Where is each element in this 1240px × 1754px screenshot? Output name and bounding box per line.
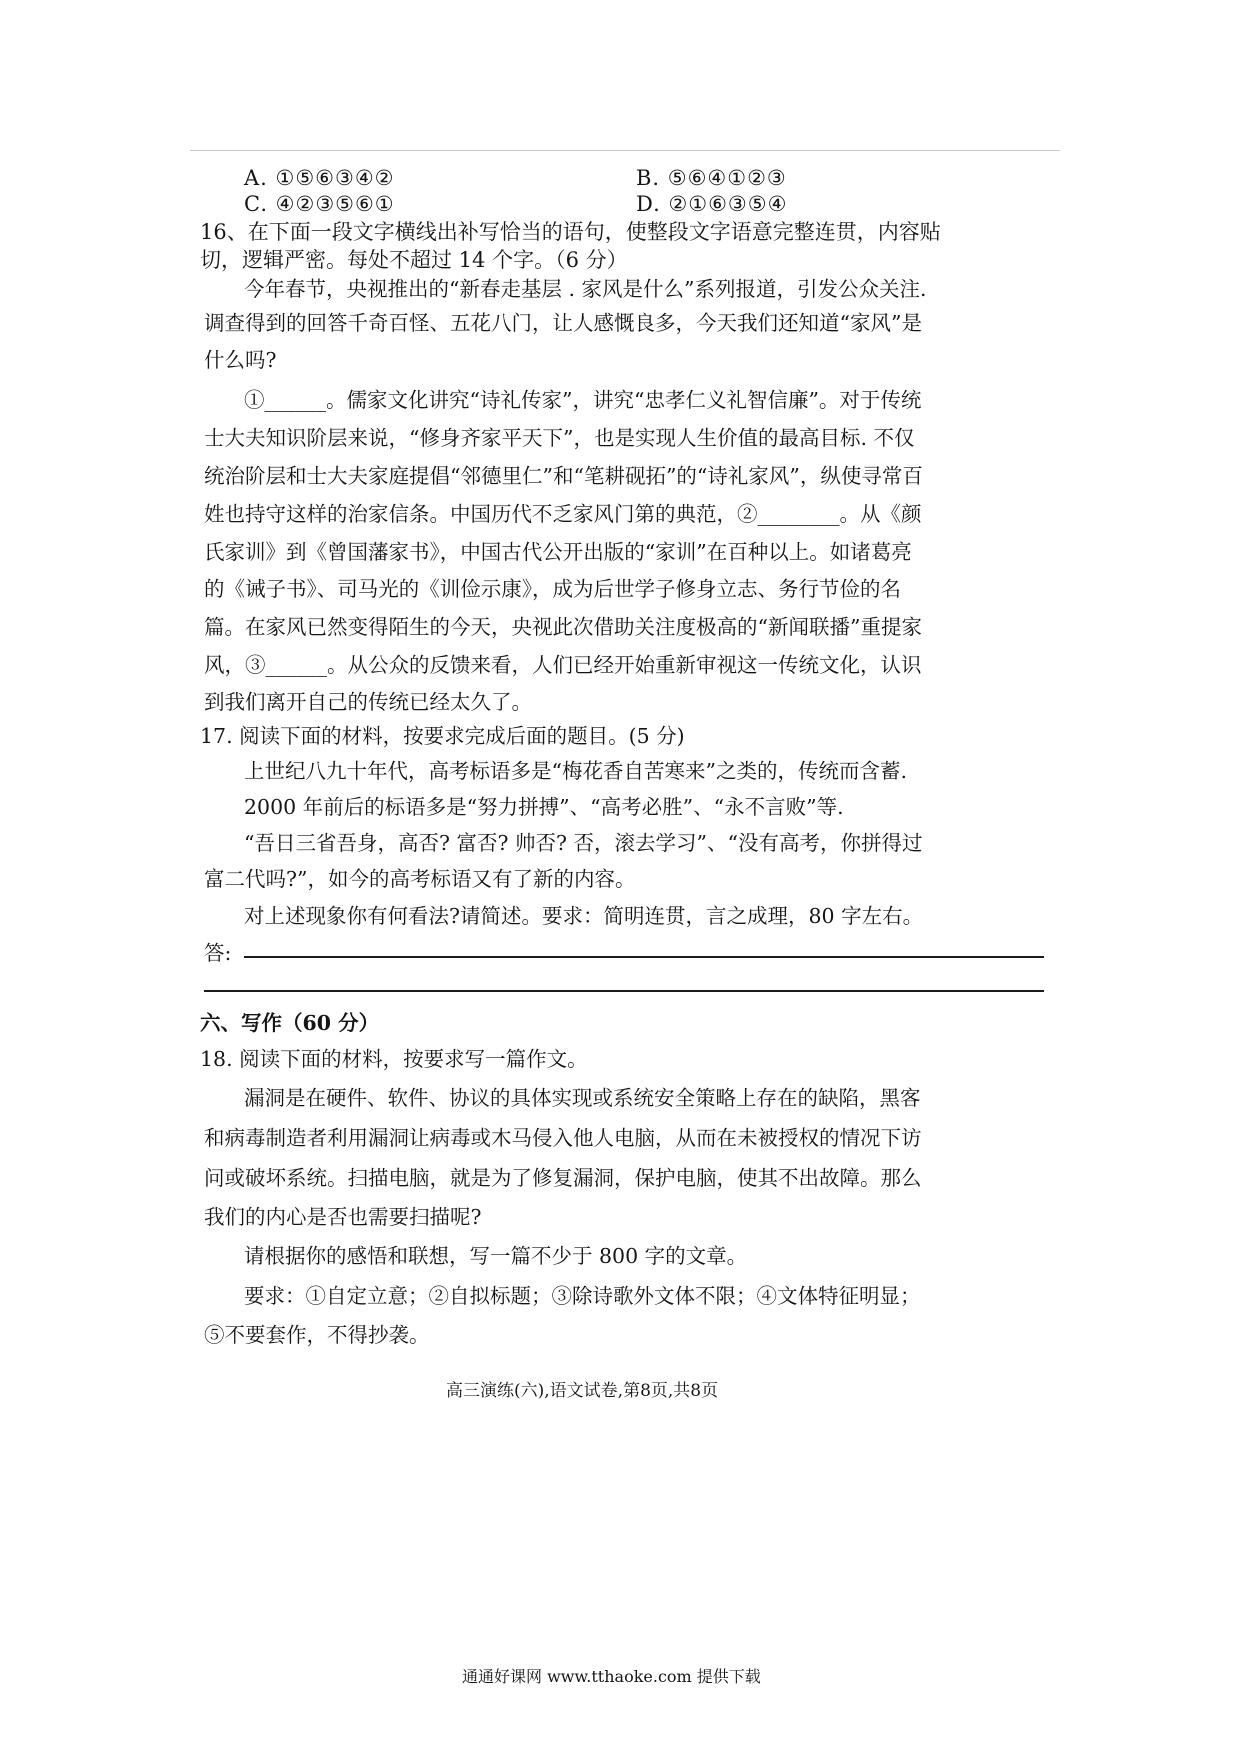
section-title: 六、写作（60 分） bbox=[200, 1011, 380, 1035]
q17-text-line: “吾日三省吾身，高否? 富否? 帅否? 否，滚去学习”、“没有高考，你拼得过 bbox=[244, 831, 923, 855]
q17-stem: 17. 阅读下面的材料，按要求完成后面的题目。(5 分) bbox=[200, 724, 685, 748]
q16-text-line: 篇。在家风已然变得陌生的今天，央视此次借助关注度极高的“新闻联播”重提家 bbox=[204, 615, 922, 639]
site-credit: 通通好课网 www.tthaoke.com 提供下载 bbox=[462, 1667, 761, 1686]
top-divider bbox=[190, 150, 1060, 151]
option-d: D. ②①⑥③⑤④ bbox=[636, 192, 788, 216]
q16-stem-line1: 16、在下面一段文字横线出补写恰当的语句，使整段文字语意完整连贯，内容贴 bbox=[200, 220, 941, 244]
q18-requirements: 要求：①自定立意；②自拟标题；③除诗歌外文体不限；④文体特征明显； bbox=[244, 1284, 921, 1308]
q18-text-line: 问或破坏系统。扫描电脑，就是为了修复漏洞，保护电脑，使其不出故障。那么 bbox=[204, 1166, 922, 1190]
q17-requirement: 对上述现象你有何看法?请简述。要求：简明连贯，言之成理，80 字左右。 bbox=[244, 904, 924, 928]
q18-text-line: 和病毒制造者利用漏洞让病毒或木马侵入他人电脑，从而在未被授权的情况下访 bbox=[204, 1126, 922, 1150]
answer-line bbox=[244, 956, 1044, 958]
option-c: C. ④②③⑤⑥① bbox=[244, 192, 395, 216]
q16-text-line: 姓也持守这样的治家信条。中国历代不乏家风门第的典范，②________。从《颜 bbox=[204, 502, 922, 526]
q16-text-line: 今年春节，央视推出的“新春走基层 . 家风是什么”系列报道，引发公众关注. bbox=[244, 277, 927, 301]
q16-text-line: 士大夫知识阶层来说，“修身齐家平天下”，也是实现人生价值的最高目标. 不仅 bbox=[204, 426, 915, 450]
q16-text-line: ①______。儒家文化讲究“诗礼传家”，讲究“忠孝仁义礼智信廉”。对于传统 bbox=[244, 388, 922, 412]
option-a: A. ①⑤⑥③④② bbox=[244, 166, 395, 190]
q16-text-line: 统治阶层和士大夫家庭提倡“邻德里仁”和“笔耕砚拓”的“诗礼家风”，纵使寻常百 bbox=[204, 464, 923, 488]
q16-text-line: 调查得到的回答千奇百怪、五花八门，让人感慨良多，今天我们还知道“家风”是 bbox=[204, 311, 922, 335]
q17-text-line: 富二代吗?”，如今的高考标语又有了新的内容。 bbox=[204, 867, 636, 891]
page-footer: 高三演练(六),语文试卷,第8页,共8页 bbox=[446, 1381, 719, 1401]
q16-text-line: 风，③______。从公众的反馈来看，人们已经开始重新审视这一传统文化，认识 bbox=[204, 653, 922, 677]
q18-text-line: 漏洞是在硬件、软件、协议的具体实现或系统安全策略上存在的缺陷，黑客 bbox=[244, 1086, 921, 1110]
q17-answer-label: 答: bbox=[204, 941, 232, 965]
q16-text-line: 氏家训》到《曾国藩家书》，中国古代公开出版的“家训”在百种以上。如诸葛亮 bbox=[204, 540, 912, 564]
q18-stem: 18. 阅读下面的材料，按要求写一篇作文。 bbox=[200, 1047, 588, 1071]
q17-text-line: 上世纪八九十年代，高考标语多是“梅花香自苦寒来”之类的，传统而含蓄. bbox=[244, 759, 907, 783]
q18-requirements: ⑤不要套作，不得抄袭。 bbox=[204, 1323, 430, 1347]
q17-text-line: 2000 年前后的标语多是“努力拼搏”、“高考必胜”、“永不言败”等. bbox=[244, 795, 844, 819]
q16-text-line: 的《诫子书》、司马光的《训俭示康》，成为后世学子修身立志、务行节俭的名 bbox=[204, 577, 901, 601]
answer-line bbox=[204, 990, 1044, 992]
q18-text-line: 请根据你的感悟和联想，写一篇不少于 800 字的文章。 bbox=[244, 1244, 748, 1268]
q16-text-line: 到我们离开自己的传统已经太久了。 bbox=[204, 690, 532, 714]
q18-text-line: 我们的内心是否也需要扫描呢? bbox=[204, 1205, 482, 1229]
option-b: B. ⑤⑥④①②③ bbox=[636, 166, 787, 190]
q16-text-line: 什么吗? bbox=[204, 348, 277, 372]
q16-stem-line2: 切，逻辑严密。每处不超过 14 个字。（6 分） bbox=[200, 248, 628, 272]
